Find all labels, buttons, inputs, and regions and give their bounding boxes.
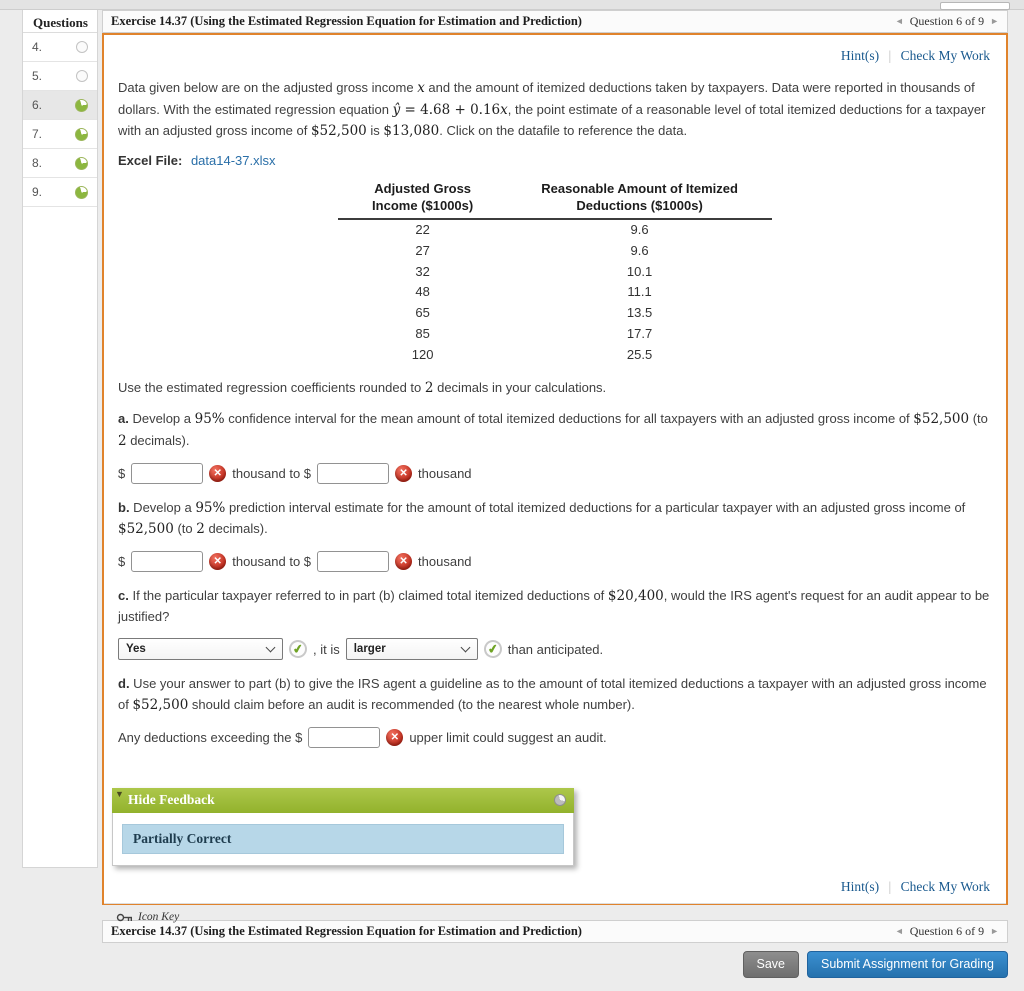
question-content — [102, 33, 1008, 924]
table-row — [338, 262, 772, 283]
column-header-line: Adjusted Gross — [374, 180, 472, 196]
table-row — [338, 345, 772, 366]
question-number: 5. — [32, 69, 43, 83]
part-a-answer-row — [118, 463, 992, 484]
partial-progress-icon — [554, 794, 566, 806]
part-b-statement: b. Develop a 95% prediction interval estimate for the amount of total itemized deductions for a particular taxpayer with an adjusted gross income of $52,500 (to 2 decimals). — [118, 499, 966, 538]
correct-icon: ✔ — [482, 639, 503, 660]
column-header-income — [338, 178, 507, 219]
selected-option: larger — [353, 643, 386, 656]
part-d-limit-input[interactable] — [308, 727, 380, 748]
audit-justified-select[interactable] — [118, 638, 283, 660]
table-cell: 11.1 — [627, 284, 652, 300]
incorrect-icon: ✕ — [386, 729, 403, 746]
incorrect-icon: ✕ — [209, 465, 226, 482]
not-started-icon — [76, 41, 88, 53]
table-cell: 65 — [415, 305, 430, 321]
save-button[interactable]: Save — [743, 951, 800, 978]
link-divider: | — [888, 878, 892, 894]
excel-file-label: Excel File: — [118, 152, 183, 168]
previous-question-icon[interactable]: ◄ — [894, 16, 904, 26]
partial-progress-icon — [75, 157, 88, 170]
deductions-exceeding-label: Any deductions exceeding the $ — [118, 729, 303, 745]
datafile-link[interactable]: data14-37.xlsx — [190, 152, 276, 168]
part-b-answer-row — [118, 551, 992, 572]
hints-row-top — [118, 35, 992, 72]
partial-progress-icon — [75, 128, 88, 141]
table-cell: 120 — [411, 346, 434, 362]
part-c-answer-row — [118, 638, 992, 660]
not-started-icon — [76, 70, 88, 82]
table-cell: 13.5 — [626, 305, 653, 321]
sidebar-item-question-5[interactable] — [23, 62, 97, 91]
previous-question-icon[interactable]: ◄ — [894, 926, 904, 936]
questions-sidebar — [22, 10, 98, 868]
question-pager — [895, 14, 999, 29]
sidebar-item-question-7[interactable] — [23, 120, 97, 149]
column-header-line: Deductions ($1000s) — [576, 198, 703, 214]
comparison-select[interactable] — [346, 638, 478, 660]
sidebar-item-question-9[interactable] — [23, 178, 97, 207]
table-cell: 32 — [415, 263, 430, 279]
top-toolbar-control[interactable] — [940, 2, 1010, 10]
table-cell: 22 — [415, 221, 430, 237]
check-my-work-link[interactable]: Check My Work — [900, 878, 990, 894]
exercise-title: Exercise 14.37 (Using the Estimated Regression Equation for Estimation and Prediction) — [111, 924, 582, 938]
icon-key-label: Icon Key — [138, 911, 180, 924]
table-cell: 10.1 — [626, 263, 653, 279]
table-cell: 48 — [415, 284, 430, 300]
hide-feedback-toggle[interactable] — [112, 788, 574, 813]
selected-option: Yes — [126, 643, 146, 656]
thousand-to-label: thousand to $ — [232, 465, 312, 481]
table-cell: 17.7 — [626, 326, 653, 342]
thousand-to-label: thousand to $ — [232, 553, 312, 569]
hints-link[interactable]: Hint(s) — [840, 48, 880, 63]
sidebar-item-question-6[interactable] — [23, 91, 97, 120]
pager-label: Question 6 of 9 — [909, 14, 985, 28]
part-d-answer-row — [118, 727, 992, 748]
it-is-label: , it is — [313, 641, 340, 657]
pager-label: Question 6 of 9 — [909, 924, 985, 938]
sidebar-title: Questions — [23, 10, 97, 33]
check-my-work-link[interactable]: Check My Work — [900, 48, 990, 63]
exercise-title: Exercise 14.37 (Using the Estimated Regression Equation for Estimation and Prediction) — [111, 14, 582, 28]
table-cell: 85 — [415, 326, 430, 342]
collapse-triangle-icon: ▼ — [115, 788, 124, 799]
column-header-line: Income ($1000s) — [372, 198, 474, 214]
sidebar-item-question-8[interactable] — [23, 149, 97, 178]
page-layout — [0, 10, 1024, 978]
table-row — [338, 282, 772, 303]
than-anticipated-label: than anticipated. — [507, 641, 604, 657]
table-header-row — [338, 178, 772, 219]
table-row — [338, 241, 772, 262]
question-number: 9. — [32, 185, 43, 199]
question-number: 6. — [32, 98, 43, 112]
upper-limit-label: upper limit could suggest an audit. — [409, 729, 607, 745]
part-a-lower-input[interactable] — [131, 463, 203, 484]
link-divider: | — [888, 48, 892, 63]
table-cell: 27 — [415, 242, 430, 258]
partial-progress-icon — [75, 186, 88, 199]
incorrect-icon: ✕ — [395, 553, 412, 570]
chevron-down-icon — [266, 642, 276, 652]
table-cell: 25.5 — [626, 346, 653, 362]
rounding-instruction: Use the estimated regression coefficients rounded to 2 decimals in your calculations. — [118, 379, 607, 396]
sidebar-item-question-4[interactable] — [23, 33, 97, 62]
part-a-upper-input[interactable] — [317, 463, 389, 484]
part-a-statement: a. Develop a 95% confidence interval for the mean amount of total itemized deductions for all taxpayers with an adjusted gross income of $52,500 (to 2 decimals). — [118, 411, 988, 449]
feedback-panel — [112, 788, 574, 866]
table-cell: 9.6 — [630, 242, 649, 258]
next-question-icon[interactable]: ► — [990, 926, 999, 936]
question-number: 7. — [32, 127, 43, 141]
thousand-label: thousand — [418, 553, 472, 569]
feedback-body — [112, 813, 574, 866]
thousand-label: thousand — [418, 465, 472, 481]
table-row — [338, 303, 772, 324]
excel-file-line — [118, 153, 992, 168]
column-header-line: Reasonable Amount of Itemized — [541, 180, 738, 196]
next-question-icon[interactable]: ► — [990, 16, 999, 26]
key-icon — [116, 912, 133, 923]
feedback-status-badge: Partially Correct — [122, 824, 564, 854]
question-number: 8. — [32, 156, 43, 170]
question-number: 4. — [32, 40, 43, 54]
submit-assignment-button[interactable]: Submit Assignment for Grading — [807, 951, 1008, 978]
table-cell: 9.6 — [630, 221, 649, 237]
table-row — [338, 219, 772, 241]
question-body — [104, 35, 1006, 903]
part-b-lower-input[interactable] — [131, 551, 203, 572]
exercise-header-bar — [102, 10, 1008, 33]
question-pager — [895, 924, 999, 939]
partial-progress-icon — [75, 99, 88, 112]
correct-icon: ✔ — [288, 639, 309, 660]
dollar-sign-label: $ — [118, 465, 126, 481]
part-b-upper-input[interactable] — [317, 551, 389, 572]
incorrect-icon: ✕ — [395, 465, 412, 482]
dollar-sign-label: $ — [118, 553, 126, 569]
table-row — [338, 324, 772, 345]
part-c-statement: c. If the particular taxpayer referred to in part (b) claimed total itemized deductions of $20,400, would the IRS agent's request for an audit appear to be justified? — [118, 587, 990, 625]
icon-key-button[interactable] — [116, 911, 179, 923]
data-table — [338, 178, 772, 366]
incorrect-icon: ✕ — [209, 553, 226, 570]
top-toolbar — [0, 0, 1024, 10]
assignment-panel — [102, 10, 1008, 978]
problem-statement: Data given below are on the adjusted gross income x and the amount of itemized deductions taken by taxpayers. Data were reported in thousands of dollars. With the estimated regression equation ŷ = 4.68 + 0.16x, the point estimate of a reasonable level of total itemized deductions for a taxpayer with an adjusted gross income of $52,500 is $13,080. Click on the datafile to reference the data. — [118, 80, 986, 140]
hints-row-bottom — [118, 866, 992, 903]
column-header-deductions — [507, 178, 772, 219]
chevron-down-icon — [460, 642, 470, 652]
hints-link[interactable]: Hint(s) — [840, 878, 880, 894]
feedback-toggle-label: Hide Feedback — [128, 792, 215, 808]
part-d-statement: d. Use your answer to part (b) to give the IRS agent a guideline as to the amount of total itemized deductions a taxpayer with an adjusted gross income of $52,500 should claim before an audit is recommended (to the nearest whole number). — [118, 676, 987, 713]
